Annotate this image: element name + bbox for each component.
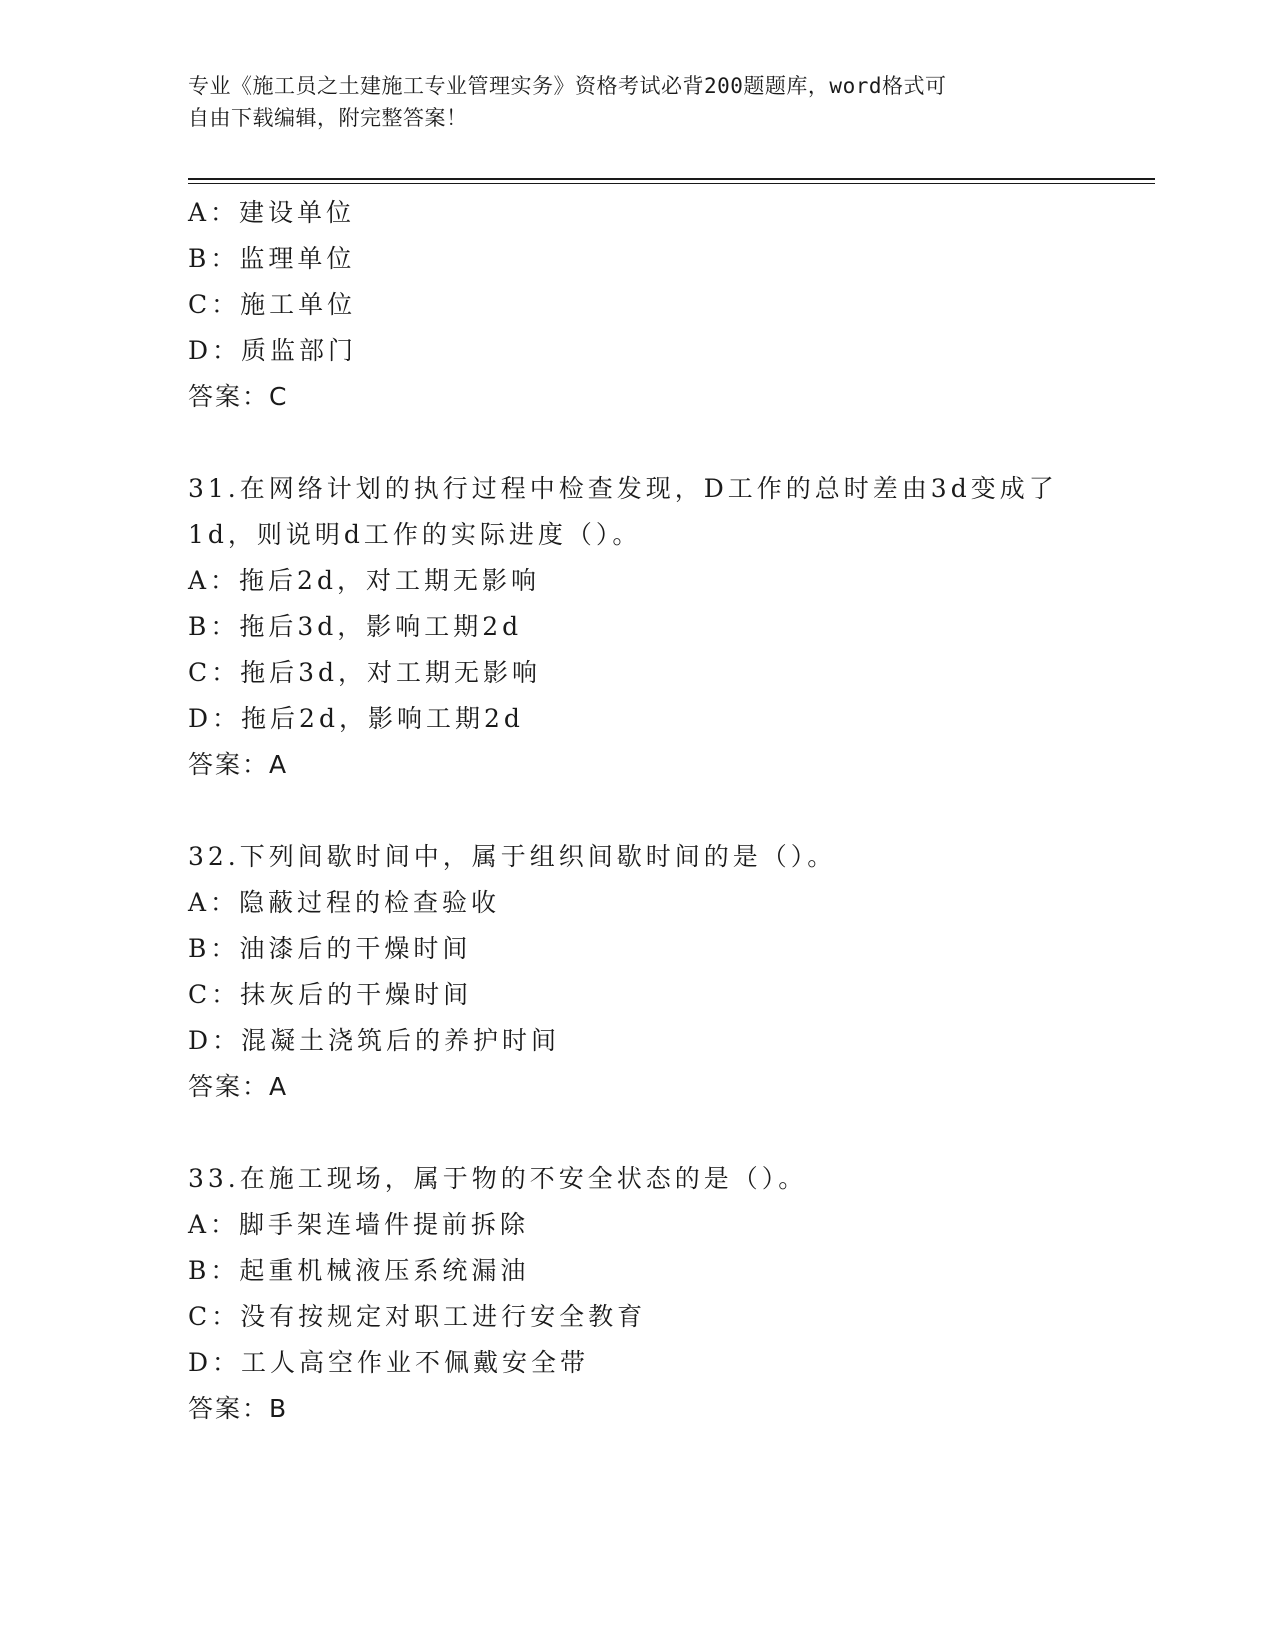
question-stem: 31.在网络计划的执行过程中检查发现，D工作的总时差由3d变成了	[188, 474, 1058, 503]
option-a: A：隐蔽过程的检查验收	[188, 888, 501, 917]
spacer	[188, 788, 1088, 834]
option-d: D：工人高空作业不佩戴安全带	[188, 1348, 590, 1377]
header-rule-thick	[188, 178, 1155, 180]
answer-line: 答案：B	[188, 1394, 289, 1423]
option-d: D：混凝土浇筑后的养护时间	[188, 1026, 561, 1055]
option-c: C：施工单位	[188, 290, 357, 319]
option-b: B：油漆后的干燥时间	[188, 934, 472, 963]
question-block	[188, 466, 1088, 788]
answer-line: 答案：C	[188, 382, 289, 411]
answer-line: 答案：A	[188, 750, 289, 779]
question-block	[188, 834, 1088, 1110]
question-stem: 32.下列间歇时间中，属于组织间歇时间的是（）。	[188, 842, 837, 871]
question-stem: 33.在施工现场，属于物的不安全状态的是（）。	[188, 1164, 808, 1193]
question-list	[188, 190, 1088, 1432]
spacer	[188, 420, 1088, 466]
document-header	[188, 70, 1088, 134]
question-block	[188, 190, 1088, 420]
option-b: B：起重机械液压系统漏油	[188, 1256, 530, 1285]
answer-line: 答案：A	[188, 1072, 289, 1101]
option-d: D：质监部门	[188, 336, 358, 365]
option-a: A：脚手架连墙件提前拆除	[188, 1210, 530, 1239]
header-line-1: 专业《施工员之土建施工专业管理实务》资格考试必背200题题库，word格式可	[188, 74, 947, 98]
option-c: C：没有按规定对职工进行安全教育	[188, 1302, 647, 1331]
option-a: A：拖后2d，对工期无影响	[188, 566, 540, 595]
option-c: C：抹灰后的干燥时间	[188, 980, 473, 1009]
option-d: D：拖后2d，影响工期2d	[188, 704, 524, 733]
option-b: B：拖后3d，影响工期2d	[188, 612, 523, 641]
option-a: A：建设单位	[188, 198, 356, 227]
question-stem: 1d，则说明d工作的实际进度（）。	[188, 520, 642, 549]
spacer	[188, 1110, 1088, 1156]
question-block	[188, 1156, 1088, 1432]
header-rule-thin	[188, 183, 1155, 184]
header-line-2: 自由下载编辑，附完整答案！	[188, 106, 468, 130]
option-c: C：拖后3d，对工期无影响	[188, 658, 542, 687]
option-b: B：监理单位	[188, 244, 356, 273]
